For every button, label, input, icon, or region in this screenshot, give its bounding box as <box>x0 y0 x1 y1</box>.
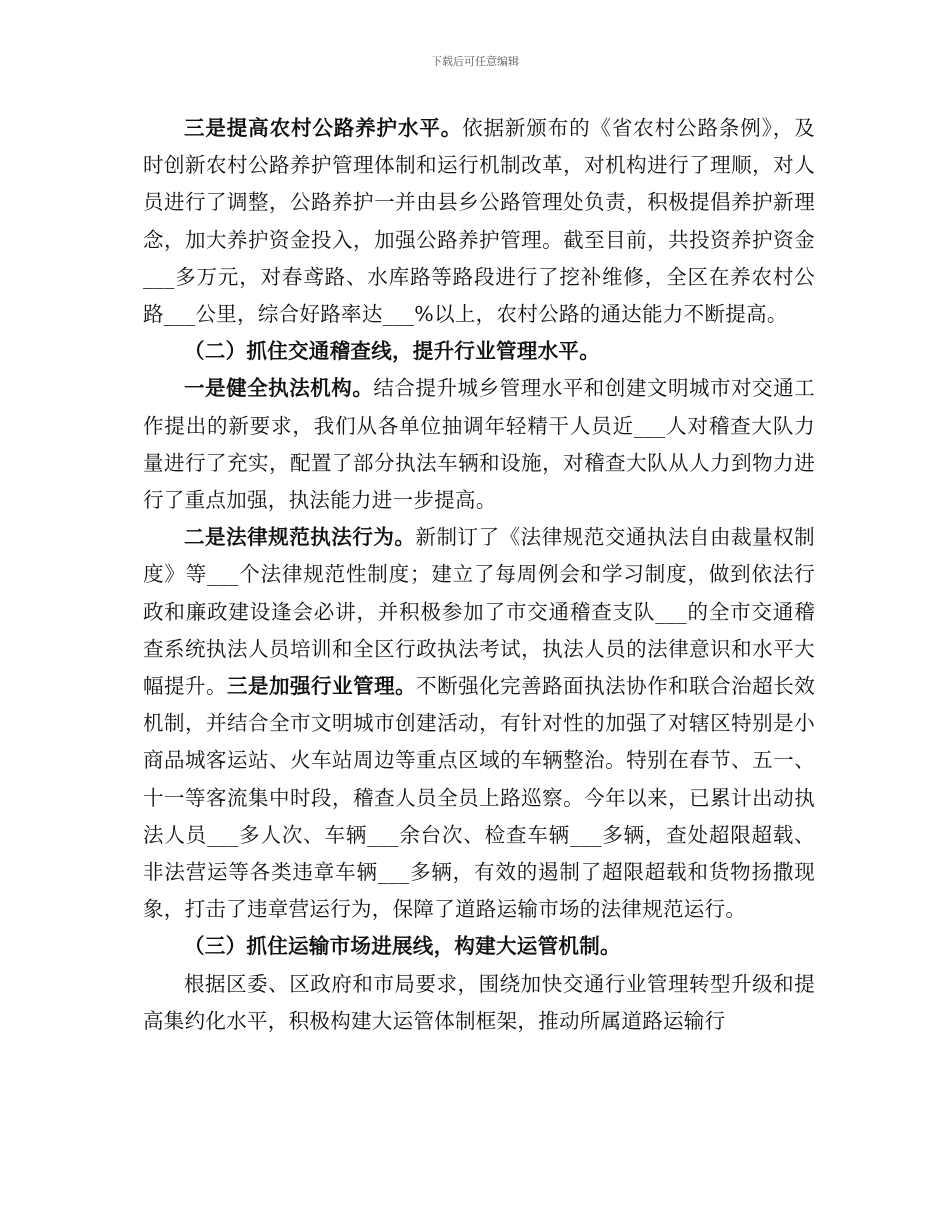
paragraph-enforcement-agency <box>143 370 815 519</box>
page-header: 下载后可任意编辑 <box>431 55 519 68</box>
paragraph-text: 根据区委、区政府和市局要求，围绕加快交通行业管理转型升级和提高集约化水平，积极构建大运管体制框架，推动所属道路运输行 <box>143 971 815 1033</box>
section-heading-2: （二）抓住交通稽查线，提升行业管理水平。 <box>184 339 600 364</box>
document-body <box>143 110 815 1040</box>
paragraph-enforcement-behavior <box>143 519 815 928</box>
paragraph-transport-system <box>143 966 815 1040</box>
paragraph-road-maintenance <box>143 110 815 333</box>
paragraph-lead: 二是法律规范执法行为。 <box>184 525 416 550</box>
paragraph-text: 结合提升城乡管理水平和创建文明城市对交通工作提出的新要求，我们从各单位抽调年轻精干人员近___人对稽查大队力量进行了充实，配置了部分执法车辆和设施，对稽查大队从人力到物力进行了重点加强，执法能力进一步提高。 <box>143 376 815 513</box>
paragraph-text: 新制订了《法律规范交通执法自由裁量权制度》等___个法律规范性制度；建立了每周例会和学习制度，做到依法行政和廉政建设逢会必讲，并积极参加了市交通稽查支队___的全市交通稽查系统执法人员培训和全区行政执法考试，执法人员的法律意识和水平大幅提升。 <box>143 525 815 699</box>
paragraph-lead: 三是提高农村公路养护水平。 <box>184 116 463 140</box>
paragraph-text-2: 不断强化完善路面执法协作和联合治超长效机制，并结合全市文明城市创建活动，有针对性的加强了对辖区特别是小商品城客运站、火车站周边等重点区域的车辆整治。特别在春节、五一、十一等客流集中时段，稽查人员全员上路巡察。今年以来，已累计出动执法人员___多人次、车辆___余台次、检查车辆___多辆，查处超限超载、非法营运等各类违章车辆___多辆，有效的遏制了超限超载和货物扬撒现象，打击了违章营运行为，保障了道路运输市场的法律规范运行。 <box>143 674 816 922</box>
paragraph-text: 依据新颁布的《省农村公路条例》，及时创新农村公路养护管理体制和运行机制改革，对机构进行了理顺，对人员进行了调整，公路养护一并由县乡公路管理处负责，积极提倡养护新理念，加大养护资金投入，加强公路养护管理。截至目前，共投资养护资金___多万元，对春鸢路、水库路等路段进行了挖补维修，全区在养农村公路___公里，综合好路率达___%以上，农村公路的通达能力不断提高。 <box>143 116 815 327</box>
paragraph-lead: 一是健全执法机构。 <box>184 376 374 401</box>
paragraph-lead-2: 三是加强行业管理。 <box>227 674 417 699</box>
section-heading-3: （三）抓住运输市场进展线，构建大运管机制。 <box>184 934 621 959</box>
